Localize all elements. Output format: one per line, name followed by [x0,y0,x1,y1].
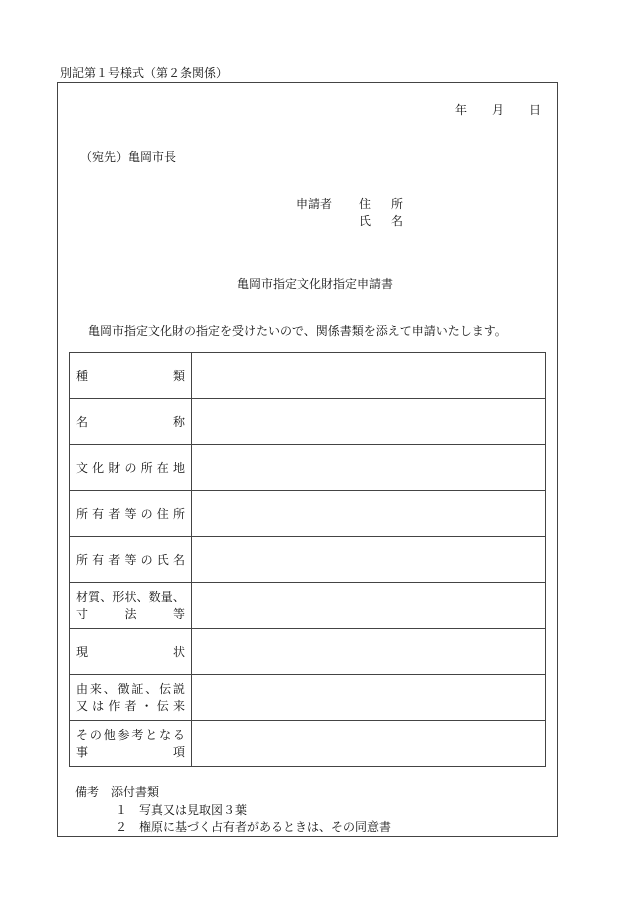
row-label [70,675,192,721]
row-label-line2: 事 項 [76,744,185,759]
form-label: 別記第１号様式（第２条関係） [60,66,229,80]
row-label-text: 種 類 [76,369,185,383]
row-label [70,721,192,767]
document-title-text: 亀岡市指定文化財指定申請書 [236,277,393,291]
application-table [69,352,546,767]
row-value-field[interactable] [192,583,546,629]
row-label-line1: 由 来 、 徴 証 、 伝 説 [76,681,185,696]
row-label-line1: そ の 他 参 考 と な る [76,727,185,742]
row-label [70,629,192,675]
table-row [70,353,546,399]
table-row [70,537,546,583]
row-value-field[interactable] [192,491,546,537]
row-label [70,583,192,629]
row-label-text: 所 有 者 等 の 住 所 [76,507,185,521]
statement: 亀岡市指定文化財の指定を受けたいので、関係書類を添えて申請いたします。 [88,324,507,338]
row-label-line2: 又 は 作 者 ・ 伝 来 [76,698,185,713]
table-row [70,399,546,445]
row-value-field[interactable] [192,537,546,583]
row-value-field[interactable] [192,675,546,721]
row-label-text: 名 称 [76,415,185,429]
applicant-address-label: 住 所 [359,197,408,211]
row-label-text: 所 有 者 等 の 氏 名 [76,553,185,567]
document-title [0,275,630,292]
table-row [70,445,546,491]
row-label-line1: 材 質 、 形 状 、 数 量 、 [76,589,185,604]
row-label [70,353,192,399]
applicant-label: 申請者 [296,197,333,211]
row-value-field[interactable] [192,629,546,675]
row-label [70,445,192,491]
table-row [70,721,546,767]
row-value-field[interactable] [192,445,546,491]
remark-item: １ 写真又は見取図３葉 [115,803,248,817]
row-value-field[interactable] [192,399,546,445]
date-year: 年 [455,103,468,117]
row-label [70,399,192,445]
remark-item: ２ 権原に基づく占有者があるときは、その同意書 [115,820,392,834]
table-row [70,629,546,675]
row-label-text: 文 化 財 の 所 在 地 [76,461,185,475]
remarks-heading: 備考 添付書類 [75,785,160,799]
row-label-line2: 寸 法 等 [76,606,185,621]
row-label-text: 現 状 [76,645,185,659]
row-value-field[interactable] [192,353,546,399]
table-row [70,675,546,721]
row-label [70,491,192,537]
date-day: 日 [529,103,542,117]
row-value-field[interactable] [192,721,546,767]
applicant-name-label: 氏 名 [359,214,408,228]
row-label [70,537,192,583]
table-row [70,583,546,629]
table-row [70,491,546,537]
date-month: 月 [492,103,505,117]
addressee: （宛先）亀岡市長 [80,150,177,164]
